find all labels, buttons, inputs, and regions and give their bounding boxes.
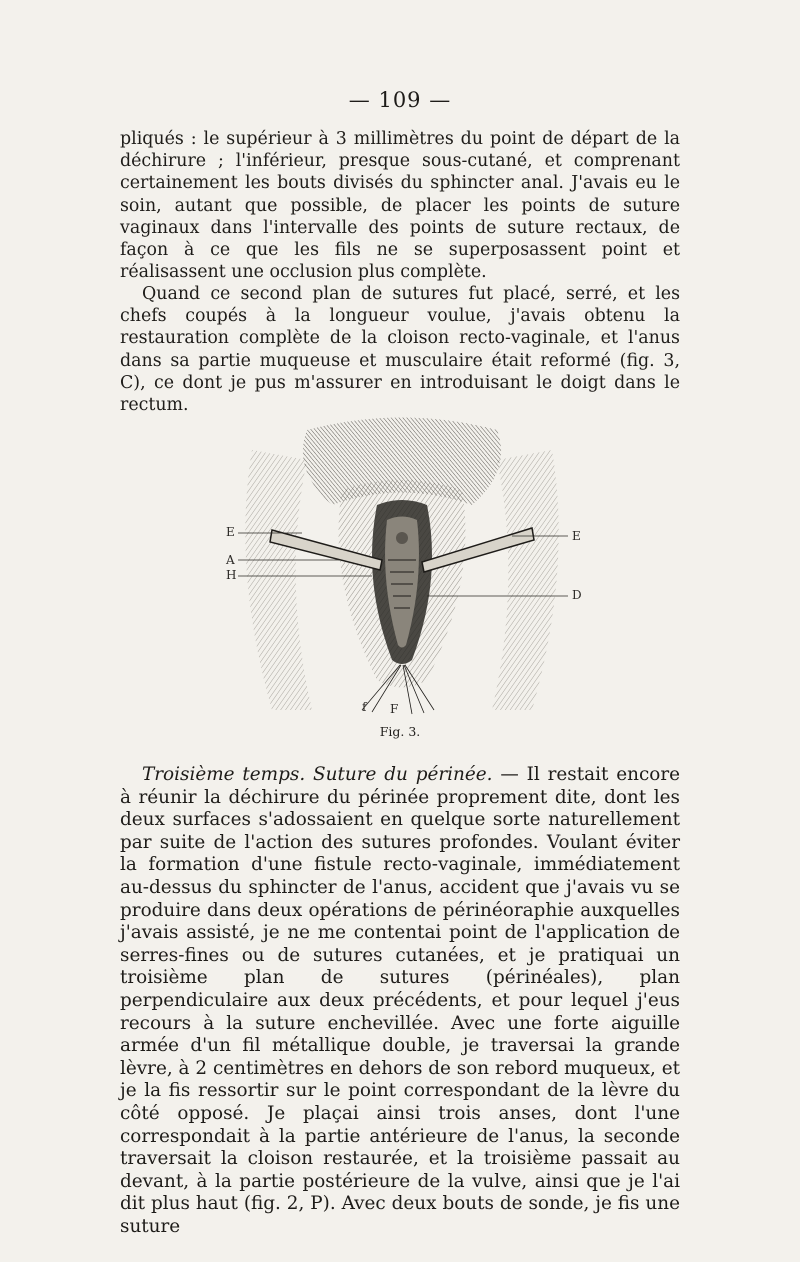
figure-illustration xyxy=(212,410,592,720)
figure-label-e-left: E xyxy=(226,525,235,539)
figure-caption: Fig. 3. xyxy=(379,724,421,739)
section-lead-heading: Troisième temps. Suture du périnée. xyxy=(142,764,493,785)
paragraph-second-plan: Quand ce second plan de sutures fut placé, serré, et les chefs coupés à la longueur voulue, j'avais obtenu la restauration complète de la cloison recto-vaginale, et l'anus dans sa partie muqueuse et musculaire était reformé (fig. 3, C), ce dont je pus m'assurer en introduisant le doigt dans le rectum. xyxy=(120,284,680,416)
paragraph-third-stage-body: — Il restait encore à réunir la déchirure du périnée proprement dite, dont les deux surfaces s'adossaient en quelque sorte naturellement par suite de l'action des sutures profondes. Voulant éviter la formation d'une fistule recto-vaginale, immédiatement au-dessus du sphincter de l'anus, accident que j'avais vu se produire dans deux opérations de périnéoraphie auxquelles j'avais assisté, je ne me contentai point de l'application de serres-fines ou de sutures cutanées, et je pratiquai un troisième plan de sutures (périnéales), plan perpendiculaire aux deux précédents, et pour lequel j'eus recours à la suture enchevillée. Avec une forte aiguille armée d'un fil métallique double, je traversai la grande lèvre, à 2 centimètres en dehors de son rebord muqueux, et je la fis ressortir sur le point correspondant de la lèvre du côté opposé. Je plaçai ainsi trois anses, dont l'une correspondait à la partie antérieure de l'anus, la seconde traversait la cloison restaurée, et la troisième passait au devant, à la partie postérieure de la vulve, ainsi que je l'ai dit plus haut (fig. 2, P). Avec deux bouts de sonde, je fis une suture xyxy=(120,764,680,1237)
anatomical-figure xyxy=(212,410,592,720)
paragraph-continuation: pliqués : le supérieur à 3 millimètres du point de départ de la déchirure ; l'inférieur, presque sous-cutané, et comprenant certainement les bouts divisés du sphincter anal. J'avais eu le soin, autant que possible, de placer les points de suture vaginaux dans l'intervalle des points de suture rectaux, de façon à ce que les fils ne se superposassent point et réalisassent une occlusion plus complète. xyxy=(120,129,680,283)
figure-label-a: A xyxy=(226,553,235,567)
figure-label-f-upper: F xyxy=(390,702,399,716)
page-number: — 109 — xyxy=(348,88,452,112)
figure-label-f-lower: f xyxy=(362,700,367,714)
figure-label-h: H xyxy=(226,568,237,582)
figure-label-d: D xyxy=(572,588,582,602)
figure-label-e-right: E xyxy=(572,529,581,543)
paragraph-third-stage xyxy=(120,764,680,1238)
